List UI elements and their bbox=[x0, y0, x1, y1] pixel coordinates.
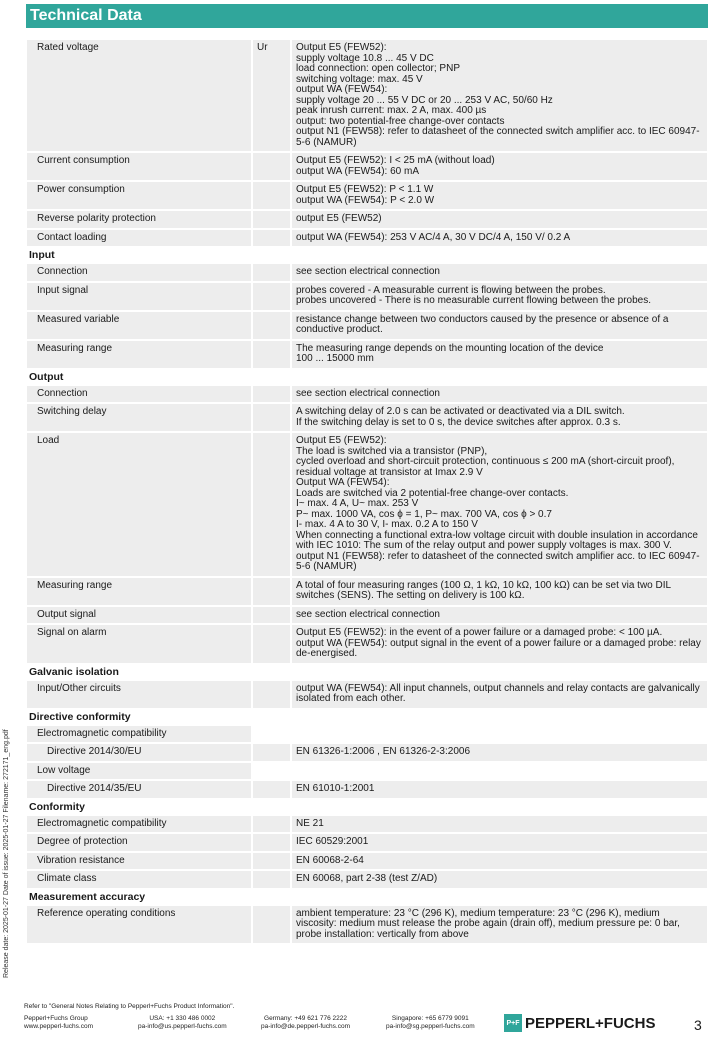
row-value bbox=[292, 871, 707, 888]
value-line: EN 61326-1:2006 , EN 61326-2-3:2006 bbox=[296, 746, 471, 757]
value-line bbox=[296, 729, 703, 740]
table-row bbox=[27, 312, 707, 339]
logo-mark-icon: P+F bbox=[504, 1014, 522, 1032]
row-label: Electromagnetic compatibility bbox=[27, 816, 251, 833]
row-value bbox=[292, 312, 707, 339]
row-label: Measuring range bbox=[27, 341, 251, 368]
footer-usa bbox=[138, 1015, 227, 1030]
row-symbol bbox=[253, 816, 290, 833]
row-value bbox=[292, 625, 707, 663]
logo-text: PEPPERL+FUCHS bbox=[525, 1014, 656, 1032]
table-row bbox=[27, 625, 707, 663]
value-line: P~ max. 1000 VA, cos ϕ = 1, P~ max. 700 VA, cos ϕ > 0.7 bbox=[296, 508, 552, 520]
row-symbol bbox=[253, 726, 290, 743]
value-line: peak inrush current: max. 2 A, max. 400 µs bbox=[296, 105, 487, 116]
value-line: 100 ... 15000 mm bbox=[296, 353, 374, 364]
row-value bbox=[292, 404, 707, 431]
row-symbol: Ur bbox=[253, 40, 290, 151]
value-line: output WA (FEW54): 60 mA bbox=[296, 165, 420, 177]
table-row bbox=[27, 607, 707, 624]
row-symbol bbox=[253, 906, 290, 944]
section-heading: Conformity bbox=[29, 800, 85, 813]
value-line: A total of four measuring ranges (100 Ω, 1 kΩ, 10 kΩ, 100 kΩ) can be set via two DIL switches (SENS). The setting on delivery is 100 kΩ. bbox=[296, 579, 671, 601]
value-line: Output E5 (FEW52): bbox=[296, 435, 387, 446]
row-label: Connection bbox=[27, 386, 251, 403]
row-value bbox=[292, 211, 707, 228]
section-heading: Measurement accuracy bbox=[29, 890, 146, 903]
row-value bbox=[292, 906, 707, 944]
row-label: Input signal bbox=[27, 283, 251, 310]
value-line: A switching delay of 2.0 s can be activated or deactivated via a DIL switch. bbox=[296, 406, 625, 417]
value-line: probes uncovered - There is no measurable current flowing between the probes. bbox=[296, 295, 652, 306]
row-label: Input/Other circuits bbox=[27, 681, 251, 708]
row-label: Connection bbox=[27, 264, 251, 281]
table-row bbox=[27, 853, 707, 870]
row-label: Reverse polarity protection bbox=[27, 211, 251, 228]
row-value bbox=[292, 853, 707, 870]
row-symbol bbox=[253, 871, 290, 888]
value-line: output E5 (FEW52) bbox=[296, 213, 382, 224]
row-symbol bbox=[253, 341, 290, 368]
value-line: Output E5 (FEW52): P < 1.1 W bbox=[296, 184, 434, 195]
value-line: probes covered - A measurable current is flowing between the probes. bbox=[296, 284, 606, 296]
row-symbol bbox=[253, 853, 290, 870]
row-symbol bbox=[253, 264, 290, 281]
value-line: I~ max. 4 A, U~ max. 253 V bbox=[296, 498, 419, 509]
value-line: supply voltage 20 ... 55 V DC or 20 ... 253 V AC, 50/60 Hz bbox=[296, 94, 553, 106]
row-label: Load bbox=[27, 433, 251, 576]
value-line: see section electrical connection bbox=[296, 387, 440, 399]
row-value bbox=[292, 283, 707, 310]
table-row bbox=[27, 834, 707, 851]
row-label: Signal on alarm bbox=[27, 625, 251, 663]
value-line: resistance change between two conductors caused by the presence or absence of a conductive product. bbox=[296, 313, 669, 335]
row-value bbox=[292, 681, 707, 708]
row-value bbox=[292, 153, 707, 180]
row-label: Directive 2014/30/EU bbox=[27, 744, 251, 761]
row-symbol bbox=[253, 283, 290, 310]
row-label: Electromagnetic compatibility bbox=[27, 726, 251, 743]
value-line: When connecting a functional extra-low voltage circuit with double insulation in accordance with IEC 1010: The sum of the relay output and power supply voltages is max. 300 V. bbox=[296, 529, 698, 551]
row-symbol bbox=[253, 386, 290, 403]
row-value bbox=[292, 781, 707, 798]
footer-note: Refer to "General Notes Relating to Pepperl+Fuchs Product Information". bbox=[24, 1003, 235, 1010]
row-label: Measured variable bbox=[27, 312, 251, 339]
value-line: NE 21 bbox=[296, 817, 324, 829]
row-symbol bbox=[253, 744, 290, 761]
table-row bbox=[27, 681, 707, 708]
row-symbol bbox=[253, 763, 290, 780]
value-line: output WA (FEW54): All input channels, output channels and relay contacts are galvanically isolated from each other. bbox=[296, 682, 700, 704]
page-number: 3 bbox=[694, 1017, 702, 1033]
value-line: load connection: open collector; PNP bbox=[296, 63, 460, 74]
table-row bbox=[27, 433, 707, 576]
row-label: Switching delay bbox=[27, 404, 251, 431]
row-value bbox=[292, 264, 707, 281]
row-symbol bbox=[253, 607, 290, 624]
table-row bbox=[27, 283, 707, 310]
footer-company bbox=[24, 1015, 93, 1030]
table-row bbox=[27, 153, 707, 180]
table-row bbox=[27, 744, 707, 761]
table-row bbox=[27, 386, 707, 403]
brand-logo bbox=[504, 1014, 655, 1032]
value-line: If the switching delay is set to 0 s, the device switches after approx. 0.3 s. bbox=[296, 416, 621, 428]
footer-singapore-phone: Singapore: +65 6779 9091 bbox=[391, 1015, 469, 1022]
value-line: supply voltage 10.8 ... 45 V DC bbox=[296, 52, 434, 64]
table-row bbox=[27, 211, 707, 228]
value-line: output WA (FEW54): 253 V AC/4 A, 30 V DC/4 A, 150 V/ 0.2 A bbox=[296, 231, 571, 243]
footer-germany bbox=[261, 1015, 350, 1030]
technical-data-table bbox=[27, 40, 707, 945]
footer-germany-phone: Germany: +49 621 776 2222 bbox=[264, 1015, 347, 1022]
row-value bbox=[292, 341, 707, 368]
value-line bbox=[296, 766, 703, 777]
row-value bbox=[292, 816, 707, 833]
row-symbol bbox=[253, 781, 290, 798]
value-line: output WA (FEW54): P < 2.0 W bbox=[296, 194, 435, 206]
row-value bbox=[292, 433, 707, 576]
footer-usa-email[interactable]: pa-info@us.pepperl-fuchs.com bbox=[138, 1022, 227, 1030]
row-label: Directive 2014/35/EU bbox=[27, 781, 251, 798]
table-row bbox=[27, 182, 707, 209]
table-row bbox=[27, 781, 707, 798]
row-value bbox=[292, 744, 707, 761]
row-label: Degree of protection bbox=[27, 834, 251, 851]
row-value bbox=[292, 834, 707, 851]
footer-germany-email[interactable]: pa-info@de.pepperl-fuchs.com bbox=[261, 1022, 350, 1030]
row-symbol bbox=[253, 182, 290, 209]
table-row bbox=[27, 578, 707, 605]
table-row bbox=[27, 726, 707, 743]
value-line: probe installation: vertically from above bbox=[296, 928, 469, 940]
row-value bbox=[292, 763, 707, 780]
footer-singapore-email[interactable]: pa-info@sg.pepperl-fuchs.com bbox=[386, 1022, 475, 1030]
table-row bbox=[27, 40, 707, 151]
value-line: Output E5 (FEW52): bbox=[296, 42, 387, 53]
value-line: EN 60068, part 2-38 (test Z/AD) bbox=[296, 873, 438, 884]
value-line: output WA (FEW54): bbox=[296, 84, 388, 95]
row-symbol bbox=[253, 433, 290, 576]
row-symbol bbox=[253, 230, 290, 247]
value-line: switching voltage: max. 45 V bbox=[296, 73, 423, 85]
table-row bbox=[27, 871, 707, 888]
row-symbol bbox=[253, 211, 290, 228]
value-line: output N1 (FEW58): refer to datasheet of the connected switch amplifier acc. to IEC 60947-5-6 (NAMUR) bbox=[296, 126, 700, 148]
row-label: Output signal bbox=[27, 607, 251, 624]
row-value bbox=[292, 182, 707, 209]
row-value bbox=[292, 386, 707, 403]
table-row bbox=[27, 404, 707, 431]
row-symbol bbox=[253, 834, 290, 851]
row-value bbox=[292, 230, 707, 247]
row-label: Reference operating conditions bbox=[27, 906, 251, 944]
value-line: I- max. 4 A to 30 V, I- max. 0.2 A to 150 V bbox=[296, 519, 478, 530]
row-label: Rated voltage bbox=[27, 40, 251, 151]
row-symbol bbox=[253, 312, 290, 339]
value-line: IEC 60529:2001 bbox=[296, 836, 369, 847]
row-symbol bbox=[253, 625, 290, 663]
footer-company-web[interactable]: www.pepperl-fuchs.com bbox=[24, 1022, 93, 1030]
table-row bbox=[27, 906, 707, 944]
value-line: The measuring range depends on the mounting location of the device bbox=[296, 342, 604, 354]
value-line: see section electrical connection bbox=[296, 266, 440, 277]
value-line: EN 61010-1:2001 bbox=[296, 783, 375, 794]
section-heading: Directive conformity bbox=[29, 710, 131, 723]
footer-company-name: Pepperl+Fuchs Group bbox=[24, 1015, 88, 1022]
row-symbol bbox=[253, 404, 290, 431]
row-value bbox=[292, 726, 707, 743]
row-label: Measuring range bbox=[27, 578, 251, 605]
footer-singapore bbox=[386, 1015, 475, 1030]
section-heading: Input bbox=[29, 249, 55, 261]
row-value bbox=[292, 578, 707, 605]
value-line: output: two potential-free change-over contacts bbox=[296, 115, 505, 127]
value-line: Output E5 (FEW52): in the event of a power failure or a damaged probe: < 100 µA. bbox=[296, 627, 663, 638]
row-symbol bbox=[253, 681, 290, 708]
row-label: Climate class bbox=[27, 871, 251, 888]
section-heading: Galvanic isolation bbox=[29, 665, 119, 678]
row-value bbox=[292, 607, 707, 624]
row-value bbox=[292, 40, 707, 151]
row-label: Power consumption bbox=[27, 182, 251, 209]
row-label: Vibration resistance bbox=[27, 853, 251, 870]
value-line: cycled overload and short-circuit protection, continuous ≤ 200 mA (short-circuit proof), residual voltage at transistor at Imax 2.9 V bbox=[296, 456, 675, 478]
footer-usa-phone: USA: +1 330 486 0002 bbox=[149, 1015, 216, 1022]
value-line: Output WA (FEW54): bbox=[296, 477, 390, 488]
value-line: The load is switched via a transistor (PNP), bbox=[296, 445, 488, 457]
section-heading: Output bbox=[29, 370, 64, 383]
table-row bbox=[27, 763, 707, 780]
table-row bbox=[27, 341, 707, 368]
row-label: Low voltage bbox=[27, 763, 251, 780]
value-line: Loads are switched via 2 potential-free change-over contacts. bbox=[296, 487, 569, 499]
value-line: ambient temperature: 23 °C (296 K), medium temperature: 23 °C (296 K), medium viscosity: medium must release the probe again (drain off), medium pressure pe: 0 bar, bbox=[296, 907, 680, 929]
row-label: Contact loading bbox=[27, 230, 251, 247]
row-label: Current consumption bbox=[27, 153, 251, 180]
value-line: see section electrical connection bbox=[296, 608, 440, 620]
table-row bbox=[27, 264, 707, 281]
row-symbol bbox=[253, 153, 290, 180]
table-row bbox=[27, 816, 707, 833]
value-line: output N1 (FEW58): refer to datasheet of the connected switch amplifier acc. to IEC 60947-5-6 (NAMUR) bbox=[296, 550, 700, 572]
value-line: EN 60068-2-64 bbox=[296, 854, 364, 866]
value-line: output WA (FEW54): output signal in the event of a power failure or a damaged probe: relay de-energised. bbox=[296, 637, 701, 659]
value-line: Output E5 (FEW52): I < 25 mA (without load) bbox=[296, 155, 495, 166]
row-symbol bbox=[253, 578, 290, 605]
section-title: Technical Data bbox=[26, 4, 708, 28]
table-row bbox=[27, 230, 707, 247]
release-note: Release date: 2025-01-27 Date of issue: 2025-01-27 Filename: 272171_eng.pdf bbox=[3, 729, 10, 978]
